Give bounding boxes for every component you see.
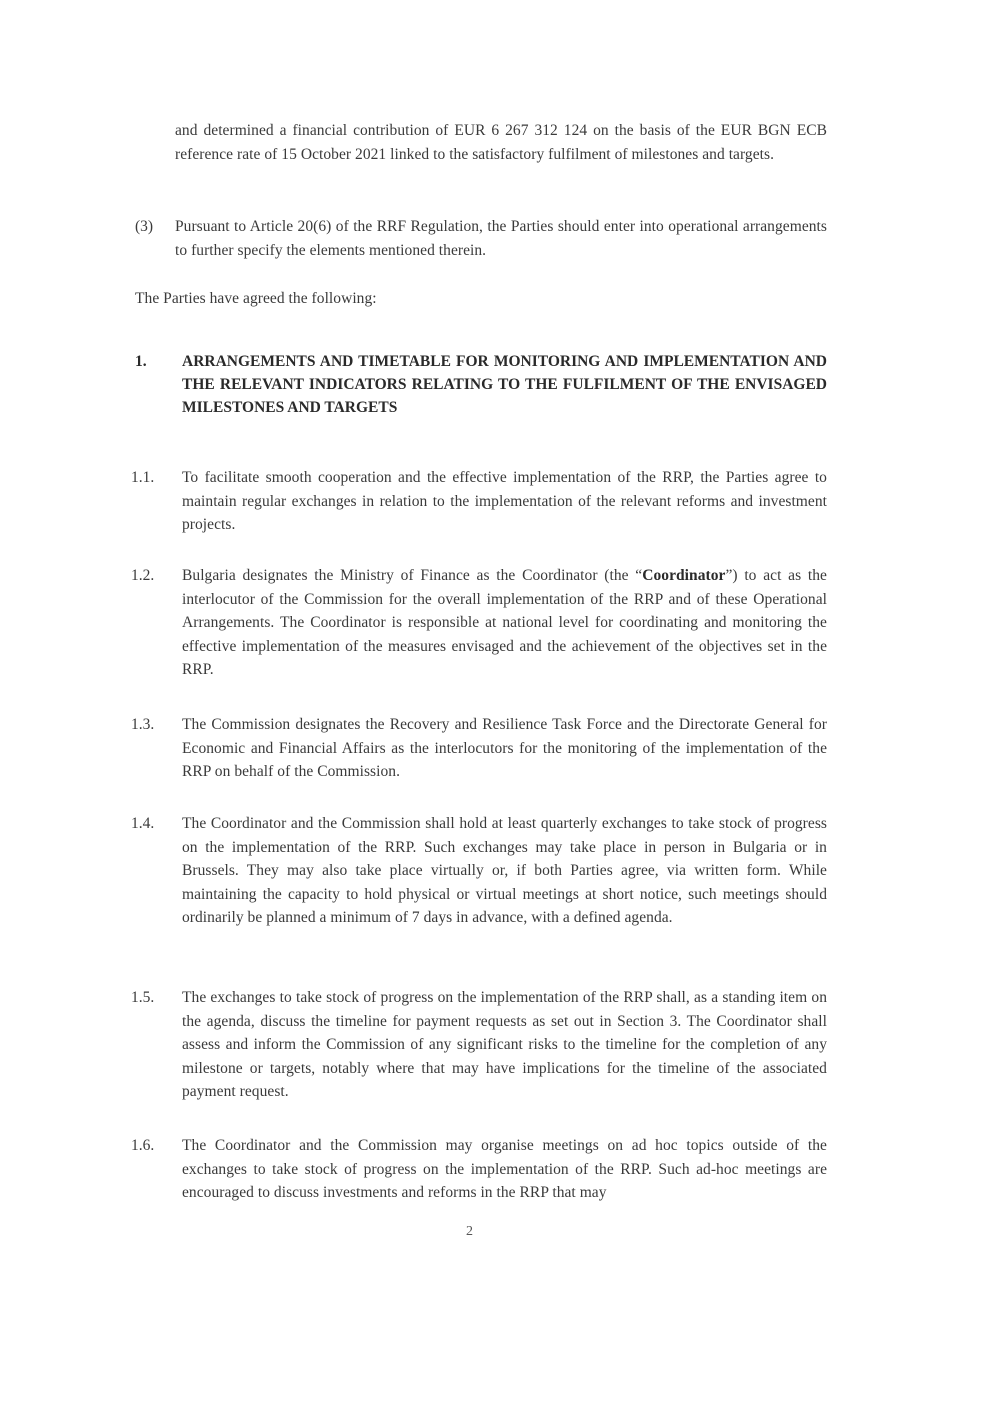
section-number: 1. — [135, 353, 147, 370]
intro-continuation: and determined a financial contribution of EUR 6 267 312 124 on the basis of the EUR BGN ECB reference rate of 15 October 2021 linked to the satisfactory fulfilment of milestones and targets. — [175, 122, 827, 163]
clause-text: The Coordinator and the Commission shall hold at least quarterly exchanges to take stock of progress on the implementation of the RRP. Such exchanges may take place in person in Bulgaria or in Brussels. They may also take place virtually or, if both Parties agree, via written form. While maintaining the capacity to hold physical or virtual meetings at short notice, such meetings should ordinarily be planned a minimum of 7 days in advance, with a defined agenda. — [182, 815, 827, 926]
clause-number: 1.5. — [131, 989, 155, 1006]
clause-text: The exchanges to take stock of progress on the implementation of the RRP shall, as a standing item on the agenda, discuss the timeline for payment requests as set out in Section 3. The Coordinator shall assess and inform the Commission of any significant risks to the timeline for the completion of any milestone or targets, notably where that may have implications for the timeline of the associated payment request. — [182, 989, 827, 1100]
clause-text: To facilitate smooth cooperation and the effective implementation of the RRP, the Parties agree to maintain regular exchanges in relation to the implementation of the relevant reforms and investment projects. — [182, 469, 827, 533]
clause-text — [182, 564, 827, 682]
recital-number: (3) — [135, 218, 154, 235]
recital-text: Pursuant to Article 20(6) of the RRF Regulation, the Parties should enter into operational arrangements to further specify the elements mentioned therein. — [175, 218, 827, 259]
clause-text-start: Bulgaria designates the Ministry of Finance as the Coordinator (the “ — [182, 567, 643, 584]
section-title: ARRANGEMENTS AND TIMETABLE FOR MONITORING AND IMPLEMENTATION AND THE RELEVANT INDICATORS RELATING TO THE FULFILMENT OF THE ENVISAGED MILESTONES AND TARGETS — [182, 353, 827, 416]
clause-number: 1.2. — [131, 567, 155, 584]
agreed-statement: The Parties have agreed the following: — [135, 290, 377, 307]
clause-number: 1.3. — [131, 716, 155, 733]
page-number: 2 — [466, 1224, 473, 1239]
clause-number: 1.1. — [131, 469, 155, 486]
clause-number: 1.6. — [131, 1137, 155, 1154]
defined-term: Coordinator — [642, 567, 726, 584]
clause-number: 1.4. — [131, 815, 155, 832]
clause-text-end: ”) to act as the interlocutor of the Commission for the overall implementation of the RRP and of these Operational Arrangements. The Coordinator is responsible at national level for coordinating and monitoring the effective implementation of the measures envisaged and the achievement of the objectives set in the RRP. — [182, 567, 827, 678]
clause-text: The Commission designates the Recovery and Resilience Task Force and the Directorate General for Economic and Financial Affairs as the interlocutors for the monitoring of the implementation of the RRP on behalf of the Commission. — [182, 716, 827, 780]
clause-text: The Coordinator and the Commission may organise meetings on ad hoc topics outside of the exchanges to take stock of progress on the implementation of the RRP. Such ad-hoc meetings are encouraged to discuss investments and reforms in the RRP that may — [182, 1137, 827, 1201]
